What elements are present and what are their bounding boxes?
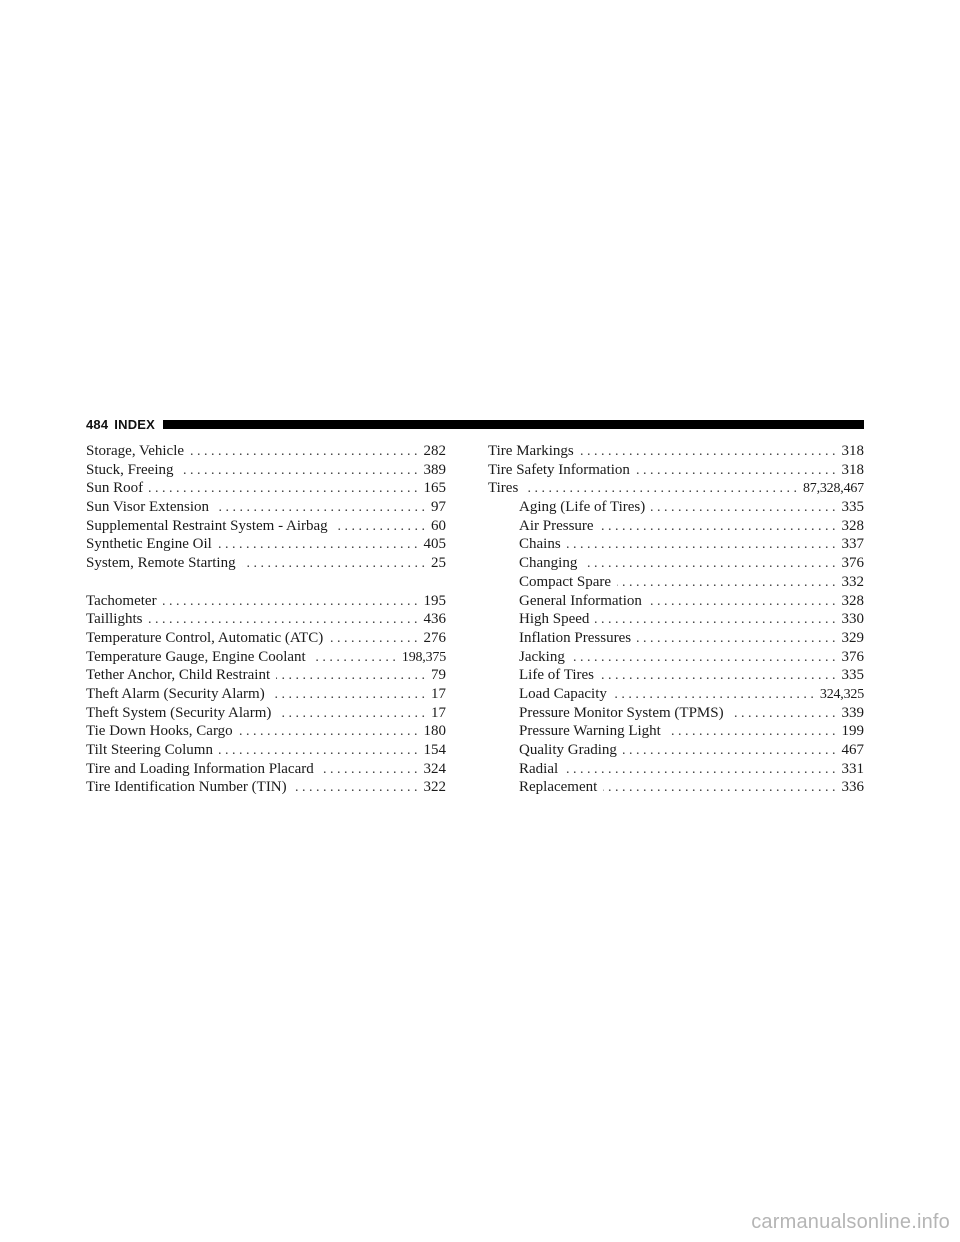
entry-term: Temperature Control, Automatic (ATC) [86,629,324,646]
entry-page: 330 [841,611,864,628]
index-subentry [488,760,864,779]
dot-leader [148,611,417,629]
entry-term: Life of Tires [519,667,594,684]
dot-leader [271,686,425,704]
entry-term: Pressure Monitor System (TPMS) [519,704,724,721]
header-rule [163,420,864,429]
entry-page: 318 [841,443,864,459]
index-subentry [488,685,864,704]
entry-page: 389 [423,461,446,478]
index-entry [86,760,446,779]
index-entry [86,592,446,611]
entry-term: Tachometer [86,592,157,609]
entry-page: 337 [841,536,864,553]
section-title: INDEX [114,416,156,432]
dot-leader [583,555,835,573]
index-entry [86,610,446,629]
entry-page: 97 [431,499,446,516]
entry-term: Tire Identification Number (TIN) [86,779,287,796]
entry-page: 331 [841,760,864,777]
index-entry [86,517,446,536]
index-entry [488,461,864,480]
entry-page: 154 [423,742,446,758]
index-subentry [488,498,864,517]
index-subentry [488,648,864,667]
entry-term: Air Pressure [519,517,594,534]
dot-leader [334,518,425,536]
entry-page: 328 [841,517,864,534]
dot-leader [613,686,814,704]
entry-term: Inflation Pressures [519,629,632,646]
dot-leader [623,742,836,760]
dot-leader [603,779,835,797]
entry-page: 276 [423,629,446,646]
dot-leader [320,761,418,779]
entry-term: Radial [519,760,559,777]
entry-page: 17 [431,685,446,702]
entry-page: 376 [841,555,864,572]
entry-page: 87,328,467 [802,481,864,497]
entry-term: Temperature Gauge, Engine Coolant [86,648,306,665]
entry-term: Sun Visor Extension [86,499,209,516]
entry-page: 405 [423,536,446,553]
entry-term: High Speed [519,611,590,628]
entry-term: Theft Alarm (Security Alarm) [86,685,265,702]
dot-leader [637,630,835,648]
dot-leader [219,742,418,760]
entry-term: Theft System (Security Alarm) [86,704,272,721]
entry-term: Replacement [519,779,598,796]
dot-leader [312,649,396,667]
dot-leader [617,574,835,592]
entry-page: 25 [431,555,446,572]
dot-leader [293,779,418,797]
entry-term: Storage, Vehicle [86,443,185,459]
dot-leader [524,480,797,498]
entry-page: 180 [423,723,446,740]
entry-page: 335 [841,499,864,516]
entry-page: 332 [841,573,864,590]
entry-page: 198,375 [401,649,446,665]
dot-leader [329,630,417,648]
index-entry [86,741,446,760]
dot-leader [571,649,836,667]
index-entry [86,666,446,685]
entry-page: 60 [431,517,446,534]
index-subentry [488,554,864,573]
dot-leader [667,723,836,741]
index-subentry [488,722,864,741]
index-entry [86,442,446,461]
entry-page: 336 [841,779,864,796]
entry-term: Taillights [86,611,143,628]
entry-term: System, Remote Starting [86,555,236,572]
entry-term: Tire Markings [488,443,574,459]
dot-leader [600,518,836,536]
index-entry [86,722,446,741]
entry-page: 318 [841,461,864,478]
index-subentry [488,573,864,592]
dot-leader [149,480,417,498]
index-entry [86,704,446,723]
entry-term: Pressure Warning Light [519,723,661,740]
dot-leader [600,667,836,685]
entry-term: Tether Anchor, Child Restraint [86,667,271,684]
entry-term: Quality Grading [519,742,617,758]
entry-term: Tilt Steering Column [86,742,213,758]
entry-term: Tire and Loading Information Placard [86,760,314,777]
entry-page: 17 [431,704,446,721]
dot-leader [595,611,835,629]
entry-term: Jacking [519,648,565,665]
dot-leader [276,667,425,685]
dot-leader [580,443,836,461]
entry-term: General Information [519,592,642,609]
index-entry [86,535,446,554]
entry-page: 335 [841,667,864,684]
entry-page: 165 [423,480,446,497]
index-entry [86,685,446,704]
dot-leader [215,499,425,517]
dot-leader [180,462,418,480]
entry-term: Changing [519,555,578,572]
entry-term: Sun Roof [86,480,144,497]
index-subentry [488,610,864,629]
dot-leader [163,593,418,611]
index-entry [488,479,864,498]
entry-page: 436 [423,611,446,628]
entry-page: 328 [841,592,864,609]
entry-term: Tires [488,480,519,497]
entry-term: Synthetic Engine Oil [86,536,212,553]
index-entry [86,498,446,517]
index-entry [488,442,864,461]
index-column-left [86,442,446,797]
dot-leader [567,536,836,554]
dot-leader [730,705,836,723]
index-subentry [488,535,864,554]
index-subentry [488,704,864,723]
entry-term: Stuck, Freeing [86,461,174,478]
index-subentry [488,629,864,648]
entry-page: 376 [841,648,864,665]
entry-term: Chains [519,536,561,553]
dot-leader [648,593,836,611]
entry-page: 195 [423,592,446,609]
index-entry [86,461,446,480]
watermark: carmanualsonline.info [751,1211,950,1233]
entry-term: Compact Spare [519,573,612,590]
entry-page: 329 [841,629,864,646]
entry-page: 324,325 [819,686,864,702]
entry-term: Load Capacity [519,685,607,702]
index-subentry [488,592,864,611]
dot-leader [242,555,425,573]
index-entry [86,778,446,797]
index-subentry [488,517,864,536]
dot-leader [239,723,418,741]
entry-term: Aging (Life of Tires) [519,499,646,516]
entry-page: 322 [423,779,446,796]
dot-leader [564,761,835,779]
dot-leader [651,499,835,517]
entry-term: Tie Down Hooks, Cargo [86,723,233,740]
dot-leader [190,443,417,461]
dot-leader [218,536,418,554]
index-column-right [488,442,864,797]
entry-page: 282 [423,443,446,459]
entry-page: 467 [841,742,864,758]
index-subentry [488,741,864,760]
entry-term: Tire Safety Information [488,461,630,478]
index-entry [86,554,446,573]
index-entry [86,479,446,498]
index-subentry [488,666,864,685]
dot-leader [277,705,425,723]
page-number: 484 [86,416,109,432]
entry-page: 79 [431,667,446,684]
dot-leader [636,462,836,480]
entry-page: 324 [423,760,446,777]
index-entry [86,629,446,648]
page-header [86,414,864,434]
index-entry [86,648,446,667]
entry-term: Supplemental Restraint System - Airbag [86,517,328,534]
header-label [86,417,155,432]
entry-page: 339 [841,704,864,721]
entry-page: 199 [841,723,864,740]
index-subentry [488,778,864,797]
